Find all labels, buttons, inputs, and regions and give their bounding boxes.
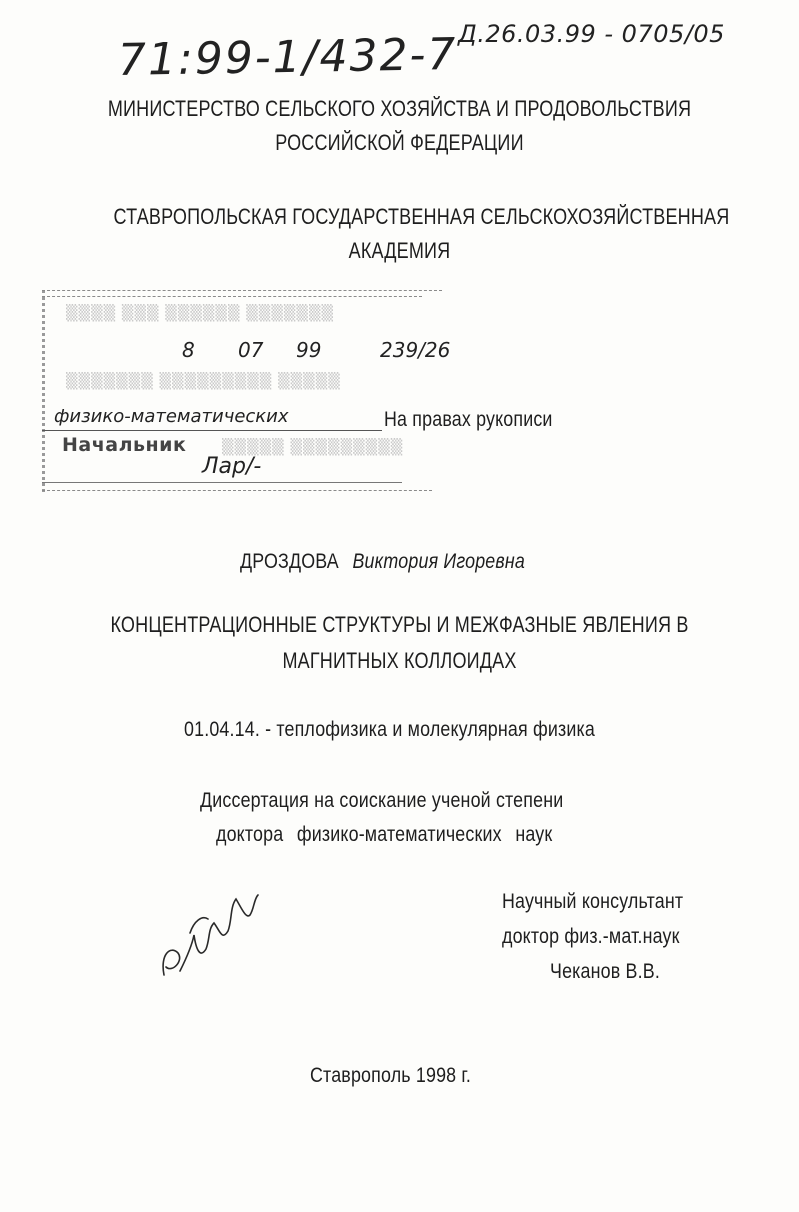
academy-line-1: СТАВРОПОЛЬСКАЯ ГОСУДАРСТВЕННАЯ СЕЛЬСКОХОЗЯЙСТВЕННАЯ [113, 204, 730, 229]
stamp-faint-line-2: ▒▒▒▒▒▒▒ ▒▒▒▒▒▒▒▒▒ ▒▒▒▒▒ [66, 372, 341, 390]
stamp-field: физико-математических [54, 406, 289, 427]
registration-number-handwritten: Д.26.03.99 - 0705/05 [458, 20, 725, 48]
stamp-border [42, 290, 45, 492]
author-surname: ДРОЗДОВА [240, 550, 339, 573]
degree-line-1: Диссертация на соискание ученой степени [200, 789, 564, 812]
degree-line-2: доктора физико-математических наук [216, 823, 553, 846]
ministry-line-2: РОССИЙСКОЙ ФЕДЕРАЦИИ [275, 130, 524, 155]
stamp-day: 8 [182, 338, 195, 362]
consultant-line-1: Научный консультант [502, 890, 684, 913]
stamp-faint-line-3: ▒▒▒▒▒ ▒▒▒▒▒▒▒▒▒ [222, 438, 404, 456]
stamp-rule-top-2 [42, 296, 422, 297]
stamp-month: 07 [238, 338, 264, 362]
rights-note: На правах рукописи [384, 408, 553, 431]
academy-line-2: АКАДЕМИЯ [348, 238, 451, 263]
consultant-line-2: доктор физ.-мат.наук [502, 925, 680, 948]
stamp-rule-bottom [42, 482, 402, 483]
archive-number-handwritten: 71:99-1/432-7 [117, 29, 458, 86]
stamp-rule-bottom-2 [42, 490, 432, 491]
registration-stamp [42, 286, 451, 496]
ministry-line-1: МИНИСТЕРСТВО СЕЛЬСКОГО ХОЗЯЙСТВА И ПРОДОВОЛЬСТВИЯ [107, 96, 692, 121]
stamp-field-underline [42, 430, 382, 431]
stamp-rule-top [42, 290, 442, 291]
stamp-year: 99 [296, 338, 322, 362]
specialty-code: 01.04.14. - теплофизика и молекулярная физика [184, 718, 595, 741]
thesis-title-line-2: МАГНИТНЫХ КОЛЛОИДАХ [282, 648, 517, 673]
stamp-faint-line-1: ▒▒▒▒ ▒▒▒ ▒▒▒▒▒▒ ▒▒▒▒▒▒▒ [66, 304, 335, 322]
stamp-chief-label: Начальник [62, 434, 187, 456]
consultant-name: Чеканов В.В. [550, 960, 660, 983]
author-signature-icon [150, 875, 270, 995]
stamp-chief-signature: Лар/- [202, 454, 262, 479]
author-name [240, 550, 525, 574]
author-given-names: Виктория Игоревна [352, 550, 525, 573]
stamp-number: 239/26 [380, 338, 451, 362]
city-and-year: Ставрополь 1998 г. [310, 1064, 472, 1087]
thesis-title-line-1: КОНЦЕНТРАЦИОННЫЕ СТРУКТУРЫ И МЕЖФАЗНЫЕ ЯВЛЕНИЯ В [110, 612, 689, 637]
